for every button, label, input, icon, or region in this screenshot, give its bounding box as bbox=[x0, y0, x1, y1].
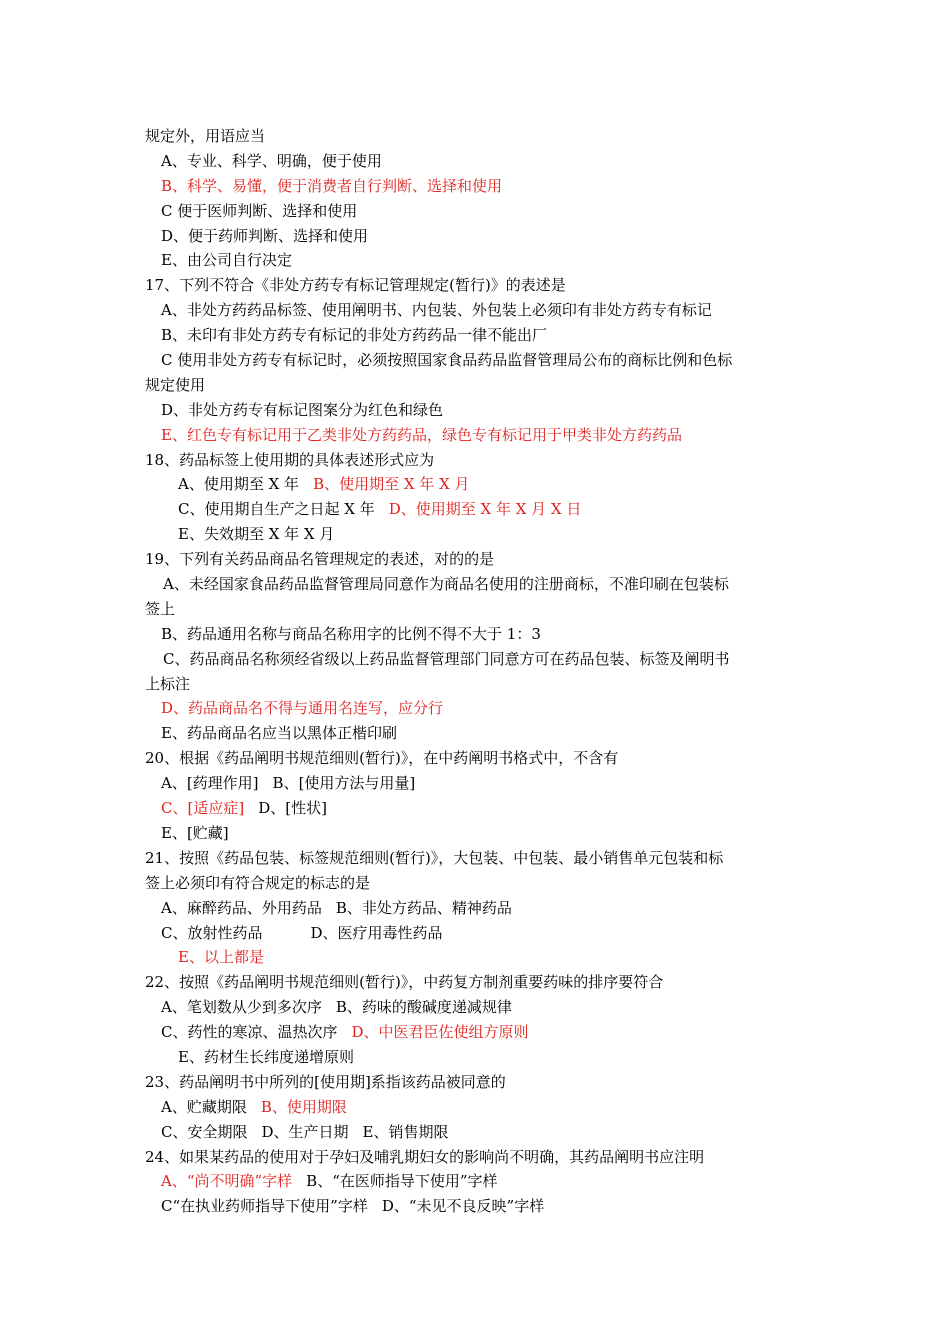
q19-option-c-line1: C、药品商品名称须经省级以上药品监督管理部门同意方可在药品包装、标签及阐明书 bbox=[163, 649, 730, 668]
q22-options-row-1 bbox=[145, 995, 810, 1020]
q16-option-b-answer: B、科学、易懂，便于消费者自行判断、选择和使用 bbox=[161, 176, 503, 195]
q20-option-e: E、[贮藏] bbox=[161, 823, 229, 842]
q16-option-a: A、专业、科学、明确，便于使用 bbox=[161, 151, 382, 170]
q23-option-a: A、贮藏期限 bbox=[161, 1097, 247, 1116]
q23-options-row-1 bbox=[145, 1095, 810, 1120]
q18-options-row-2 bbox=[145, 497, 810, 522]
q20-stem: 20、根据《药品阐明书规范细则(暂行)》，在中药阐明书格式中，不含有 bbox=[145, 749, 619, 768]
q21-option-e-answer: E、以上都是 bbox=[178, 948, 264, 967]
q24-options-row-2 bbox=[145, 1194, 810, 1219]
q20-option-c-answer: C、[适应症] bbox=[161, 799, 245, 818]
q18-option-a: A、使用期至 X 年 bbox=[178, 475, 300, 494]
q19-option-d-answer: D、药品商品名不得与通用名连写，应分行 bbox=[161, 699, 444, 718]
q18-options-row-1 bbox=[145, 472, 810, 497]
q22-option-c: C、药性的寒凉、温热次序 bbox=[161, 1023, 338, 1042]
q19-option-b: B、药品通用名称与商品名称用字的比例不得不大于 1：3 bbox=[161, 624, 541, 643]
q16-option-c: C 便于医师判断、选择和使用 bbox=[161, 201, 358, 220]
q22-option-e: E、药材生长纬度递增原则 bbox=[178, 1047, 354, 1066]
q24-option-d: D、“未见不良反映”字样 bbox=[381, 1197, 545, 1216]
q17-stem: 17、下列不符合《非处方药专有标记管理规定(暂行)》的表述是 bbox=[145, 276, 566, 295]
q23-option-d: D、生产日期 bbox=[261, 1122, 349, 1141]
q22-option-b: B、药味的酸碱度递减规律 bbox=[335, 998, 512, 1017]
q17-option-c-line2: 规定使用 bbox=[145, 375, 206, 394]
q19-option-c-line2: 上标注 bbox=[145, 674, 191, 693]
q22-stem: 22、按照《药品阐明书规范细则(暂行)》，中药复方制剂重要药味的排序要符合 bbox=[145, 973, 664, 992]
q21-option-c: C、放射性药品 bbox=[161, 923, 263, 942]
q19-option-e: E、药品商品名应当以黑体正楷印刷 bbox=[161, 724, 397, 743]
q18-option-c: C、使用期自生产之日起 X 年 bbox=[178, 500, 375, 519]
q18-stem: 18、药品标签上使用期的具体表述形式应为 bbox=[145, 450, 435, 469]
question-list bbox=[145, 124, 810, 1219]
q22-option-a: A、笔划数从少到多次序 bbox=[161, 998, 322, 1017]
q24-option-c: C“在执业药师指导下使用”字样 bbox=[161, 1197, 368, 1216]
q21-option-a: A、麻醉药品、外用药品 bbox=[161, 898, 322, 917]
q20-option-d: D、[性状] bbox=[258, 799, 327, 818]
q24-option-b: B、“在医师指导下使用”字样 bbox=[306, 1172, 498, 1191]
q17-option-c-line1: C 使用非处方药专有标记时，必须按照国家食品药品监督管理局公布的商标比例和色标 bbox=[161, 351, 733, 370]
q20-option-a: A、[药理作用] bbox=[161, 774, 259, 793]
q17-option-e-answer: E、红色专有标记用于乙类非处方药药品，绿色专有标记用于甲类非处方药药品 bbox=[161, 425, 682, 444]
q21-options-row-1 bbox=[145, 896, 810, 921]
q24-option-a-answer: A、“尚不明确”字样 bbox=[161, 1172, 293, 1191]
q19-option-a-line2: 签上 bbox=[145, 599, 176, 618]
q16-option-d: D、便于药师判断、选择和使用 bbox=[161, 226, 369, 245]
q20-options-row-2 bbox=[145, 796, 810, 821]
q23-stem: 23、药品阐明书中所列的[使用期]系指该药品被同意的 bbox=[145, 1072, 506, 1091]
q19-stem: 19、下列有关药品商品名管理规定的表述，对的的是 bbox=[145, 550, 495, 569]
q21-stem-line1: 21、按照《药品包装、标签规范细则(暂行)》，大包装、中包装、最小销售单元包装和标 bbox=[145, 848, 724, 867]
q20-option-b: B、[使用方法与用量] bbox=[272, 774, 416, 793]
q21-options-row-2 bbox=[145, 921, 810, 946]
q24-stem: 24、如果某药品的使用对于孕妇及哺乳期妇女的影响尚不明确，其药品阐明书应注明 bbox=[145, 1147, 705, 1166]
q16-stem-continuation: 规定外，用语应当 bbox=[145, 127, 266, 145]
q22-option-d-answer: D、中医君臣佐使组方原则 bbox=[351, 1023, 529, 1042]
q22-options-row-2 bbox=[145, 1020, 810, 1045]
q23-options-row-2 bbox=[145, 1120, 810, 1145]
q24-options-row-1 bbox=[145, 1169, 810, 1194]
q17-option-d: D、非处方药专有标记图案分为红色和绿色 bbox=[161, 400, 444, 419]
q17-option-a: A、非处方药药品标签、使用阐明书、内包装、外包装上必须印有非处方药专有标记 bbox=[161, 301, 712, 320]
q23-option-c: C、安全期限 bbox=[161, 1122, 248, 1141]
q17-option-b: B、未印有非处方药专有标记的非处方药药品一律不能出厂 bbox=[161, 326, 548, 345]
q23-option-e: E、销售期限 bbox=[362, 1122, 449, 1141]
q18-option-e: E、失效期至 X 年 X 月 bbox=[178, 525, 335, 544]
q18-option-b-answer: B、使用期至 X 年 X 月 bbox=[313, 475, 470, 494]
q21-stem-line2: 签上必须印有符合规定的标志的是 bbox=[145, 873, 371, 892]
q16-option-e: E、由公司自行决定 bbox=[161, 251, 292, 270]
q18-option-d-answer: D、使用期至 X 年 X 月 X 日 bbox=[388, 500, 582, 519]
q21-option-b: B、非处方药品、精神药品 bbox=[335, 898, 512, 917]
q23-option-b-answer: B、使用期限 bbox=[260, 1097, 347, 1116]
q19-option-a-line1: A、未经国家食品药品监督管理局同意作为商品名使用的注册商标，不准印刷在包装标 bbox=[163, 575, 729, 594]
q20-options-row-1 bbox=[145, 771, 810, 796]
q21-option-d: D、医疗用毒性药品 bbox=[310, 923, 443, 942]
